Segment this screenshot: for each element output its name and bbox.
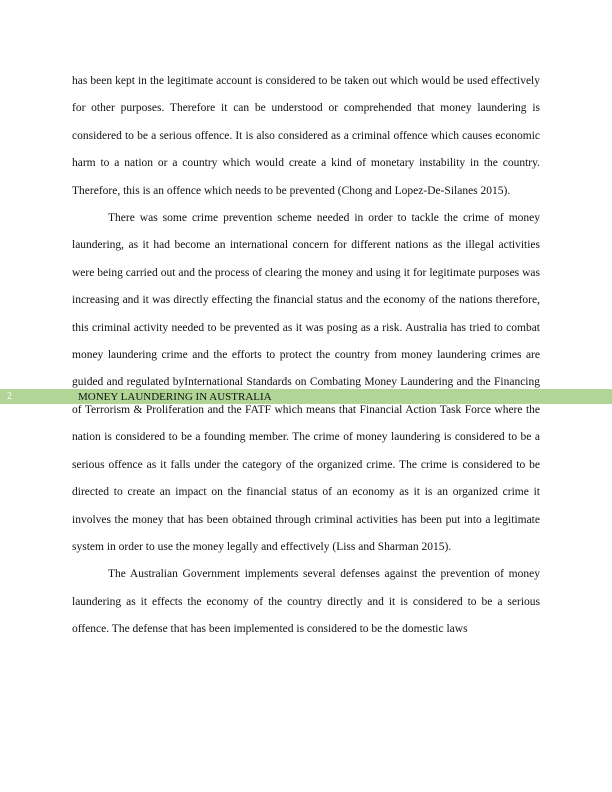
paragraph-continuation: has been kept in the legitimate account is considered to be taken out which would be used effectively for other purposes. Therefore it can be understood or comprehended that money laundering is considered to be a serious offence. It is also considered as a criminal offence which causes economic harm to a nation or a country which would create a kind of monetary instability in the country. Therefore, this is an offence which needs to be prevented (Chong and Lopez-De-Silanes 2015). [72,75,540,197]
page-number: 2 [7,391,12,402]
body-text [72,68,540,644]
paragraph-crime-prevention: There was some crime prevention scheme needed in order to tackle the crime of money laundering, as it had become an international concern for different nations as the illegal activities were being carried out and the process of clearing the money and using it for legitimate purposes was increasing and it was directly effecting the financial status and the economy of the nations therefore, this criminal activity needed to be prevented as it was posing as a risk. Australia has tried to combat money laundering crime and the efforts to protect the country from money laundering crimes are guided and regulated byInternational Standards on Combating Money Laundering and the Financing of Terrorism & Proliferation and the FATF which means that Financial Action Task Force where the nation is considered to be a founding member. The crime of money laundering is considered to be a serious offence as it falls under the category of the organized crime. The crime is considered to be directed to create an impact on the financial status of an economy as it is an organized crime it involves the money that has been obtained through criminal activities has been put into a legitimate system in order to use the money legally and effectively (Liss and Sharman 2015). [72,212,540,553]
running-head: MONEY LAUNDERING IN AUSTRALIA [78,391,272,403]
paragraph-australian-government: The Australian Government implements several defenses against the prevention of money laundering as it effects the economy of the country directly and it is considered to be a serious offence. The defense that has been implemented is considered to be the domestic laws [72,568,540,636]
